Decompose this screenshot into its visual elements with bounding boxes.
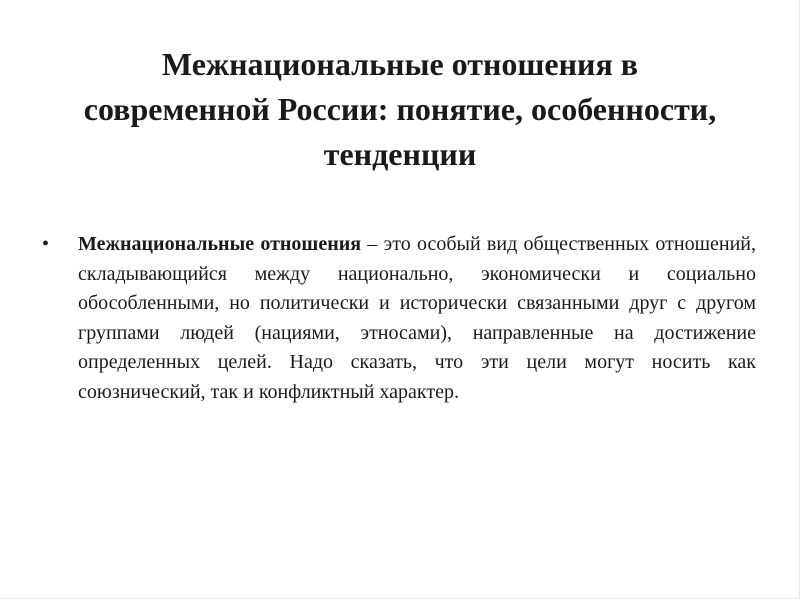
definition-text: – это особый вид общественных отношений, складывающийся между национально, экономически и социально обособленными, но политически и исторически связанными друг с другом группами людей (нациями, этносами), направленные на достижение определенных целей. Надо сказать, что эти цели могут носить как союзнический, так и конфликтный характер. — [78, 233, 756, 403]
slide-title-line-3: тенденции — [323, 136, 477, 172]
slide-title-line-2: современной России: понятие, особенности, — [83, 91, 717, 127]
slide-title-line-1: Межнациональные отношения в — [161, 46, 639, 82]
bullet-list — [40, 230, 756, 407]
bullet-item — [40, 230, 756, 407]
definition-term: Межнациональные отношения — [78, 233, 362, 255]
bullet-marker: • — [42, 233, 50, 255]
slide-title — [20, 42, 780, 177]
